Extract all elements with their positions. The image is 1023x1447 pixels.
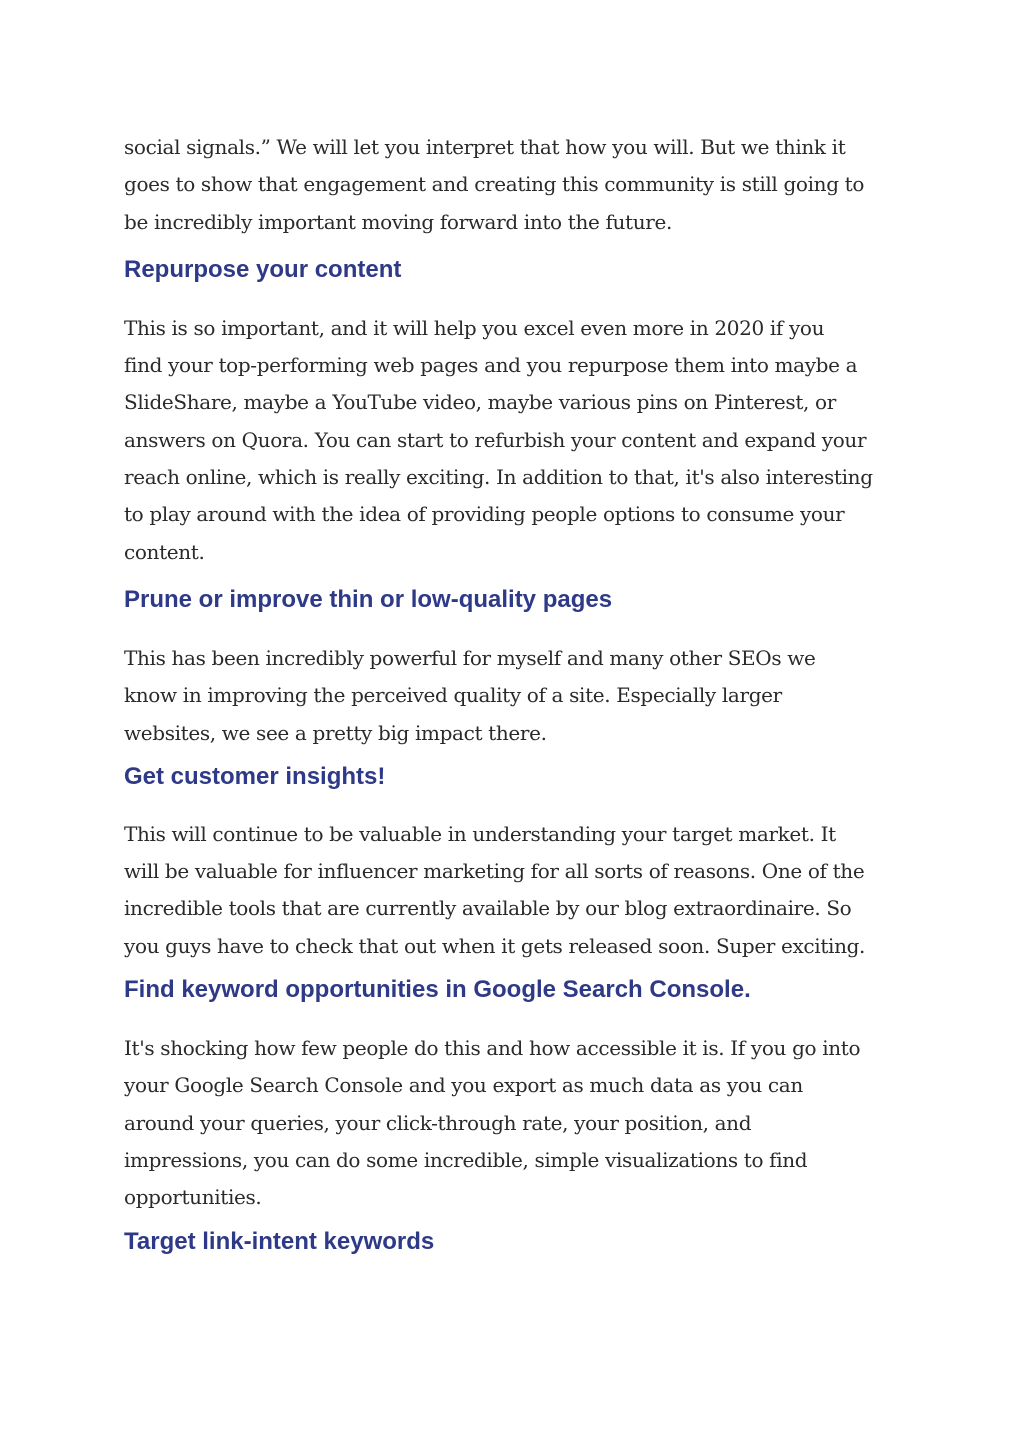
text-line: It's shocking how few people do this and how accessible it is. If you go into bbox=[124, 1036, 861, 1061]
paragraph-keyword-opportunities bbox=[124, 1030, 914, 1216]
paragraph-social-signals bbox=[124, 129, 914, 241]
text-line: incredible tools that are currently available by our blog extraordinaire. So bbox=[124, 896, 852, 921]
heading-repurpose-content: Repurpose your content bbox=[124, 255, 402, 283]
heading-customer-insights: Get customer insights! bbox=[124, 762, 386, 790]
text-line: find your top-performing web pages and you repurpose them into maybe a bbox=[124, 353, 858, 378]
text-line: to play around with the idea of providing people options to consume your bbox=[124, 502, 845, 527]
paragraph-customer-insights bbox=[124, 816, 914, 965]
text-line: SlideShare, maybe a YouTube video, maybe various pins on Pinterest, or bbox=[124, 390, 836, 415]
text-line: websites, we see a pretty big impact there. bbox=[124, 720, 547, 745]
text-line: This has been incredibly powerful for myself and many other SEOs we bbox=[124, 645, 816, 670]
text-line: be incredibly important moving forward into the future. bbox=[124, 209, 672, 234]
text-line: This is so important, and it will help you excel even more in 2020 if you bbox=[124, 315, 825, 340]
heading-keyword-opportunities: Find keyword opportunities in Google Search Console. bbox=[124, 976, 751, 1004]
text-line: you guys have to check that out when it gets released soon. Super exciting. bbox=[124, 933, 866, 958]
text-line: reach online, which is really exciting. In addition to that, it's also interesting bbox=[124, 465, 873, 490]
text-line: will be valuable for influencer marketing for all sorts of reasons. One of the bbox=[124, 859, 865, 884]
heading-link-intent-keywords: Target link-intent keywords bbox=[124, 1227, 435, 1255]
text-line: your Google Search Console and you export as much data as you can bbox=[124, 1073, 803, 1098]
text-line: opportunities. bbox=[124, 1185, 262, 1210]
text-line: know in improving the perceived quality of a site. Especially larger bbox=[124, 683, 782, 708]
heading-prune-pages: Prune or improve thin or low-quality pages bbox=[124, 585, 613, 613]
text-line: goes to show that engagement and creating this community is still going to bbox=[124, 172, 865, 197]
paragraph-prune-pages bbox=[124, 640, 914, 752]
text-line: around your queries, your click-through rate, your position, and bbox=[124, 1110, 752, 1135]
text-line: answers on Quora. You can start to refurbish your content and expand your bbox=[124, 427, 867, 452]
document-page bbox=[124, 126, 914, 1257]
text-line: content. bbox=[124, 539, 205, 564]
text-line: social signals.” We will let you interpret that how you will. But we think it bbox=[124, 135, 846, 159]
text-line: This will continue to be valuable in understanding your target market. It bbox=[124, 821, 836, 846]
text-line: impressions, you can do some incredible, simple visualizations to find bbox=[124, 1147, 808, 1172]
paragraph-repurpose-content bbox=[124, 310, 914, 571]
